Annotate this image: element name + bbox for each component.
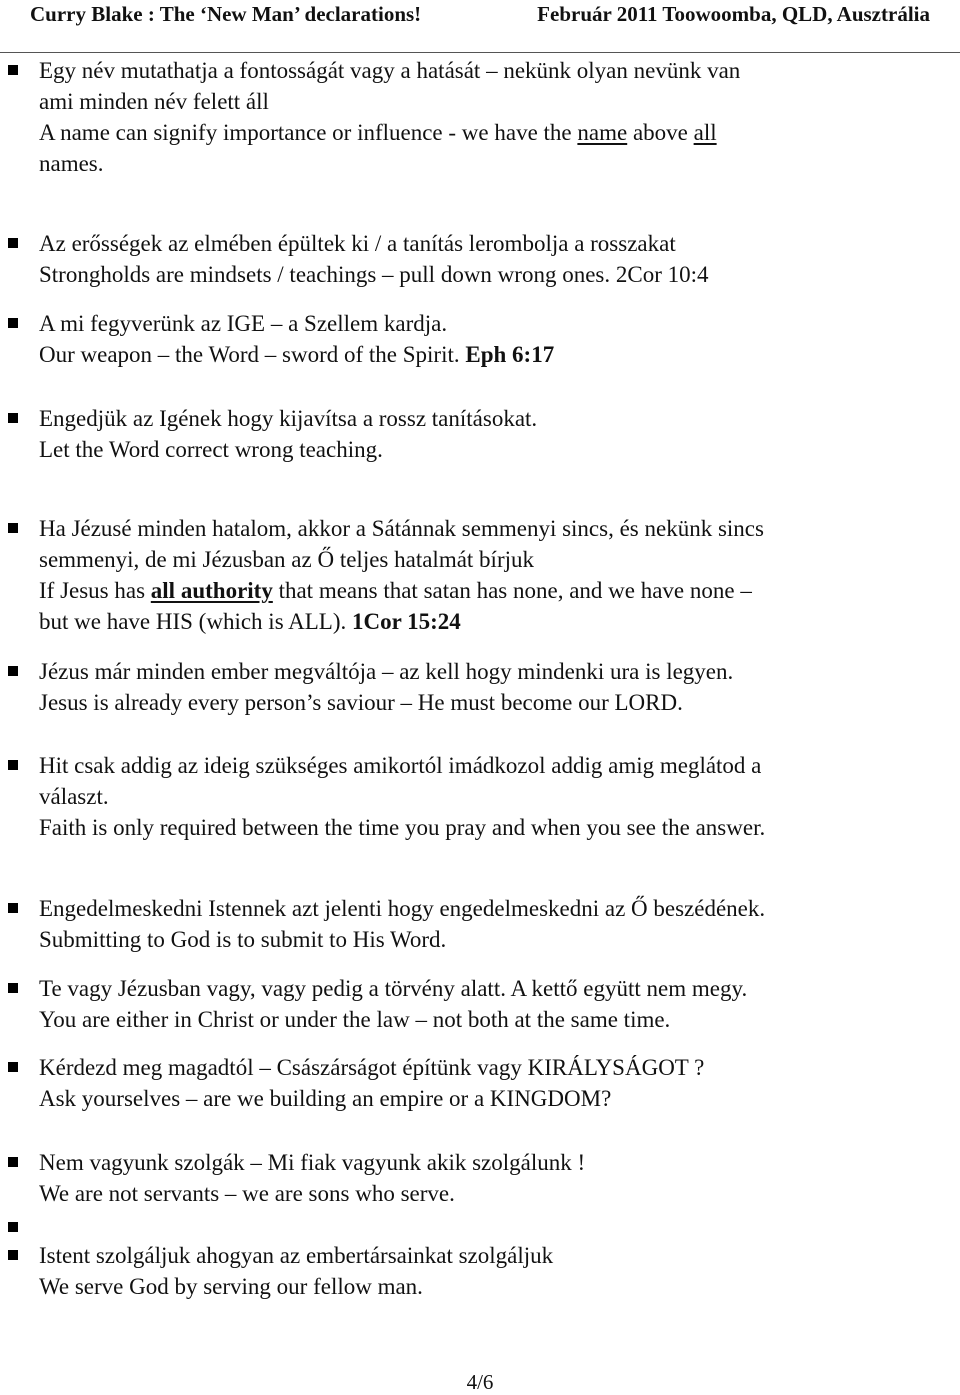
line-text: Let the Word correct wrong teaching. [39,437,383,462]
declaration-line [39,687,683,718]
declaration-line [39,403,537,434]
declaration-line [39,1083,611,1114]
line-text: We serve God by serving our fellow man. [39,1274,423,1299]
declaration-line [39,750,761,781]
declaration-line [39,973,747,1004]
bullet-marker [8,523,18,533]
header-date-location: Február 2011 Toowoomba, QLD, Ausztrália [537,2,930,26]
line-text: Nem vagyunk szolgák – Mi fiak vagyunk akik szolgálunk ! [39,1150,586,1175]
line-text: Kérdezd meg magadtól – Császárságot építünk vagy KIRÁLYSÁGOT ? [39,1055,705,1080]
page-header [0,0,960,53]
declaration-line [39,228,676,259]
line-text: Jesus is already every person’s saviour – He must become our LORD. [39,690,683,715]
line-text: Egy név mutathatja a fontosságát vagy a hatását – nekünk olyan nevünk van [39,58,741,83]
line-text: Istent szolgáljuk ahogyan az embertársainkat szolgáljuk [39,1243,554,1268]
declaration-line [39,1271,423,1302]
declaration-line [39,924,446,955]
emphasized-text: all authority [150,578,273,603]
bullet-marker [8,666,18,676]
line-text: above [627,120,694,145]
header-title: Curry Blake : The ‘New Man’ declarations! [30,2,422,26]
bullet-marker [8,1250,18,1260]
declaration-line [39,575,752,606]
declaration-line [39,308,447,339]
declaration-line [39,434,383,465]
declaration-line [39,259,709,290]
line-text: Engedjük az Igének hogy kijavítsa a rossz tanításokat. [39,406,538,431]
bullet-marker [8,983,18,993]
line-text: Jézus már minden ember megváltója – az kell hogy mindenki ura is legyen. [39,659,734,684]
line-text: but we have HIS (which is ALL). [39,609,352,634]
line-text: semmenyi, de mi Jézusban az Ő teljes hatalmát bírjuk [39,547,534,572]
declaration-line [39,148,104,179]
page-number: 4/6 [466,1370,494,1394]
line-text: Our weapon – the Word – sword of the Spirit. [39,342,466,367]
declaration-line [39,1147,585,1178]
line-text: Faith is only required between the time you pray and when you see the answer. [39,815,766,840]
line-text: names. [39,151,104,176]
emphasized-text: all [693,120,717,145]
line-text: választ. [39,784,109,809]
line-text: A name can signify importance or influence - we have the [39,120,578,145]
declaration-line [39,513,764,544]
line-text: A mi fegyverünk az IGE – a Szellem kardja. [39,311,448,336]
line-text: If Jesus has [39,578,151,603]
bullet-marker [8,413,18,423]
declaration-line [39,1004,670,1035]
declaration-line [39,656,733,687]
scripture-reference: 1Cor 15:24 [352,609,461,634]
emphasized-text: name [577,120,628,145]
line-text: Hit csak addig az ideig szükséges amikortól imádkozol addig amig meglátod a [39,753,762,778]
line-text: Ask yourselves – are we building an empire or a KINGDOM? [39,1086,612,1111]
line-text: Engedelmeskedni Istennek azt jelenti hogy engedelmeskedni az Ő beszédének. [39,896,766,921]
bullet-marker [8,1062,18,1072]
declaration-line [39,606,461,637]
declaration-line [39,1240,553,1271]
declaration-line [39,117,717,148]
declaration-line [39,1052,704,1083]
line-text: You are either in Christ or under the law – not both at the same time. [39,1007,671,1032]
line-text: Ha Jézusé minden hatalom, akkor a Sátánnak semmenyi sincs, és nekünk sincs [39,516,764,541]
declaration-line [39,55,740,86]
declaration-line [39,544,534,575]
declaration-line [39,86,269,117]
bullet-marker [8,1157,18,1167]
line-text: Te vagy Jézusban vagy, vagy pedig a törvény alatt. A kettő együtt nem megy. [39,976,748,1001]
bullet-marker [8,760,18,770]
bullet-marker [8,65,18,75]
line-text: ami minden név felett áll [39,89,269,114]
bullet-marker [8,318,18,328]
line-text: Strongholds are mindsets / teachings – pull down wrong ones. 2Cor 10:4 [39,262,709,287]
declaration-line [39,812,765,843]
scripture-reference: Eph 6:17 [465,342,555,367]
declaration-line [39,1178,455,1209]
bullet-marker [8,238,18,248]
line-text: Az erősségek az elmében épültek ki / a tanítás lerombolja a rosszakat [39,231,676,256]
line-text: We are not servants – we are sons who serve. [39,1181,455,1206]
declaration-line [39,781,109,812]
bullet-marker [8,1222,18,1232]
declaration-line [39,339,554,370]
declaration-line [39,893,765,924]
line-text: that means that satan has none, and we have none – [272,578,752,603]
bullet-marker [8,903,18,913]
line-text: Submitting to God is to submit to His Word. [39,927,447,952]
